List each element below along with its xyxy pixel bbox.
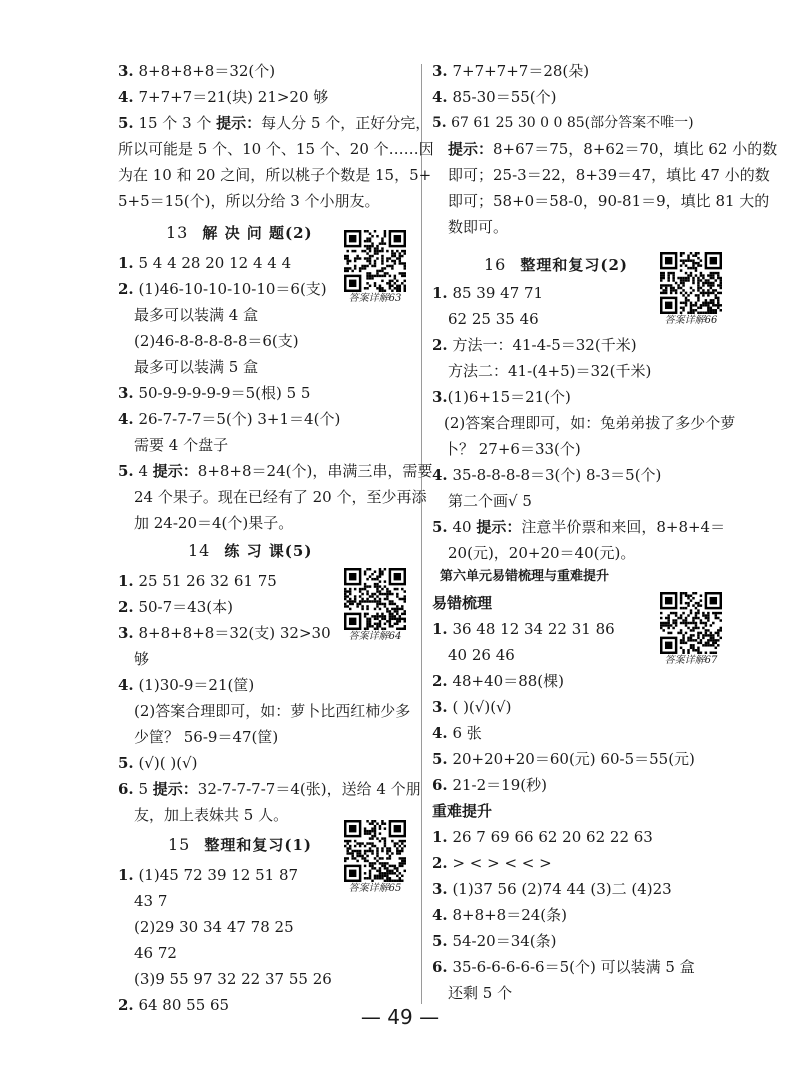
answer-line: 2. 50-7＝43(本)	[118, 598, 233, 616]
answer-line: 1. 36 48 12 34 22 31 86	[432, 620, 615, 638]
section-heading-16: 16 整理和复习(2)	[484, 255, 628, 274]
answer-line: 所以可能是 5 个、10 个、15 个、20 个……因	[118, 140, 434, 158]
answer-line: 即可；25-3＝22，8+39＝47，填比 47 小的数	[448, 166, 770, 184]
answer-line: 4. 35-8-8-8-8＝3(个) 8-3＝5(个)	[432, 466, 662, 484]
answer-line: 方法二：41-(4+5)＝32(千米)	[448, 362, 652, 380]
answer-line: 6. 21-2＝19(秒)	[432, 776, 547, 794]
answer-line: 最多可以装满 5 盒	[134, 358, 259, 376]
answer-line: 第二个画√ 5	[448, 492, 532, 510]
answer-line: 4. 6 张	[432, 724, 482, 742]
answer-line: 3. 50-9-9-9-9-9＝5(根) 5 5	[118, 384, 311, 402]
answer-line: 3. 8+8+8+8＝32(支) 32>30	[118, 624, 331, 642]
answer-line: 2. (1)46-10-10-10-10＝6(支)	[118, 280, 327, 298]
qr-code[interactable]: 答案详解63	[344, 230, 406, 305]
answer-line: 1. 5 4 4 28 20 12 4 4 4	[118, 254, 292, 272]
answer-line: 提示：8+67＝75，8+62＝70，填比 62 小的数	[448, 140, 778, 158]
answer-line: 5. 20+20+20＝60(元) 60-5＝55(元)	[432, 750, 695, 768]
answer-line: 6. 35-6-6-6-6-6＝5(个) 可以装满 5 盒	[432, 958, 695, 976]
answer-line: 5. 54-20＝34(条)	[432, 932, 557, 950]
answer-line: 2. 48+40＝88(棵)	[432, 672, 564, 690]
answer-line: 2. > < > < < >	[432, 854, 552, 872]
answer-line: (2)答案合理即可，如：兔弟弟拔了多少个萝	[444, 414, 736, 432]
answer-line: 20(元)，20+20＝40(元)。	[448, 544, 636, 562]
section-heading-14: 14 练 习 课(5)	[188, 541, 313, 560]
answer-line: 最多可以装满 4 盒	[134, 306, 259, 324]
yicuo-heading: 易错梳理	[432, 594, 493, 612]
answer-line: 1. (1)45 72 39 12 51 87	[118, 866, 299, 884]
answer-line: 1. 25 51 26 32 61 75	[118, 572, 277, 590]
section-heading-15: 15 整理和复习(1)	[168, 835, 312, 854]
answer-line: 4. 8+8+8＝24(条)	[432, 906, 568, 924]
section-heading-13: 13 解 决 问 题(2)	[166, 223, 313, 242]
answer-line: 3.(1)6+15＝21(个)	[432, 388, 571, 406]
answer-line: 62 25 35 46	[448, 310, 539, 328]
answer-line: 即可；58+0＝58-0，90-81＝9，填比 81 大的	[448, 192, 770, 210]
answer-line: 40 26 46	[448, 646, 515, 664]
answer-line: 少筐？ 56-9＝47(筐)	[134, 728, 279, 746]
answer-line: 需要 4 个盘子	[134, 436, 229, 454]
answer-line: 3. 7+7+7+7＝28(朵)	[432, 62, 590, 80]
qr-code[interactable]: 答案详解65	[344, 820, 406, 895]
answer-line: 加 24-20＝4(个)果子。	[134, 514, 294, 532]
qr-code[interactable]: 答案详解67	[660, 592, 722, 667]
answer-line: 5. 15 个 3 个 提示：每人分 5 个，正好分完，	[118, 114, 431, 132]
answer-line: (2)答案合理即可，如：萝卜比西红柿少多	[134, 702, 411, 720]
answer-line: 友，加上表妹共 5 人。	[134, 806, 289, 824]
answer-line: 还剩 5 个	[448, 984, 513, 1002]
answer-line: (2)29 30 34 47 78 25	[134, 918, 294, 936]
page-number: — 49 —	[360, 1005, 440, 1029]
answer-line: 数即可。	[448, 218, 509, 236]
qr-code[interactable]: 答案详解66	[660, 252, 722, 327]
answer-line: 3. (1)37 56 (2)74 44 (3)二 (4)23	[432, 880, 672, 898]
answer-line: 卜？ 27+6＝33(个)	[444, 440, 581, 458]
answer-line: 2. 64 80 55 65	[118, 996, 230, 1014]
answer-line: 为在 10 和 20 之间，所以桃子个数是 15，5+	[118, 166, 432, 184]
zhongnan-heading: 重难提升	[432, 802, 493, 820]
answer-line: 1. 26 7 69 66 62 20 62 22 63	[432, 828, 653, 846]
qr-code[interactable]: 答案详解64	[344, 568, 406, 643]
answer-line: (3)9 55 97 32 22 37 55 26	[134, 970, 332, 988]
answer-line: 够	[134, 650, 150, 668]
answer-line: 5. 40 提示：注意半价票和来回，8+8+4＝	[432, 518, 726, 536]
answer-line: 5+5＝15(个)，所以分给 3 个小朋友。	[118, 192, 380, 210]
answer-line: 6. 5 提示：32-7-7-7-7＝4(张)，送给 4 个朋	[118, 780, 421, 798]
answer-line: 2. 方法一：41-4-5＝32(千米)	[432, 336, 637, 354]
answer-line: 3. ( )(√)(√)	[432, 698, 512, 716]
answer-line: 3. 8+8+8+8＝32(个)	[118, 62, 276, 80]
answer-line: 4. 26-7-7-7＝5(个) 3+1＝4(个)	[118, 410, 341, 428]
answer-line: 1. 85 39 47 71	[432, 284, 544, 302]
answer-line: 5. 4 提示：8+8+8＝24(个)，串满三串，需要	[118, 462, 433, 480]
answer-line: 46 72	[134, 944, 177, 962]
column-divider	[421, 64, 422, 1004]
answer-line: (2)46-8-8-8-8-8＝6(支)	[134, 332, 299, 350]
answer-line: 4. 85-30＝55(个)	[432, 88, 557, 106]
answer-line: 4. 7+7+7＝21(块) 21>20 够	[118, 88, 329, 106]
answer-line: 24 个果子。现在已经有了 20 个，至少再添	[134, 488, 427, 506]
answer-line: 4. (1)30-9＝21(筐)	[118, 676, 255, 694]
answer-line: 5. 67 61 25 30 0 0 85(部分答案不唯一)	[432, 115, 694, 131]
answer-line: 43 7	[134, 892, 168, 910]
unit6-heading: 第六单元易错梳理与重难提升	[440, 569, 610, 584]
answer-line: 5. (√)( )(√)	[118, 754, 198, 772]
